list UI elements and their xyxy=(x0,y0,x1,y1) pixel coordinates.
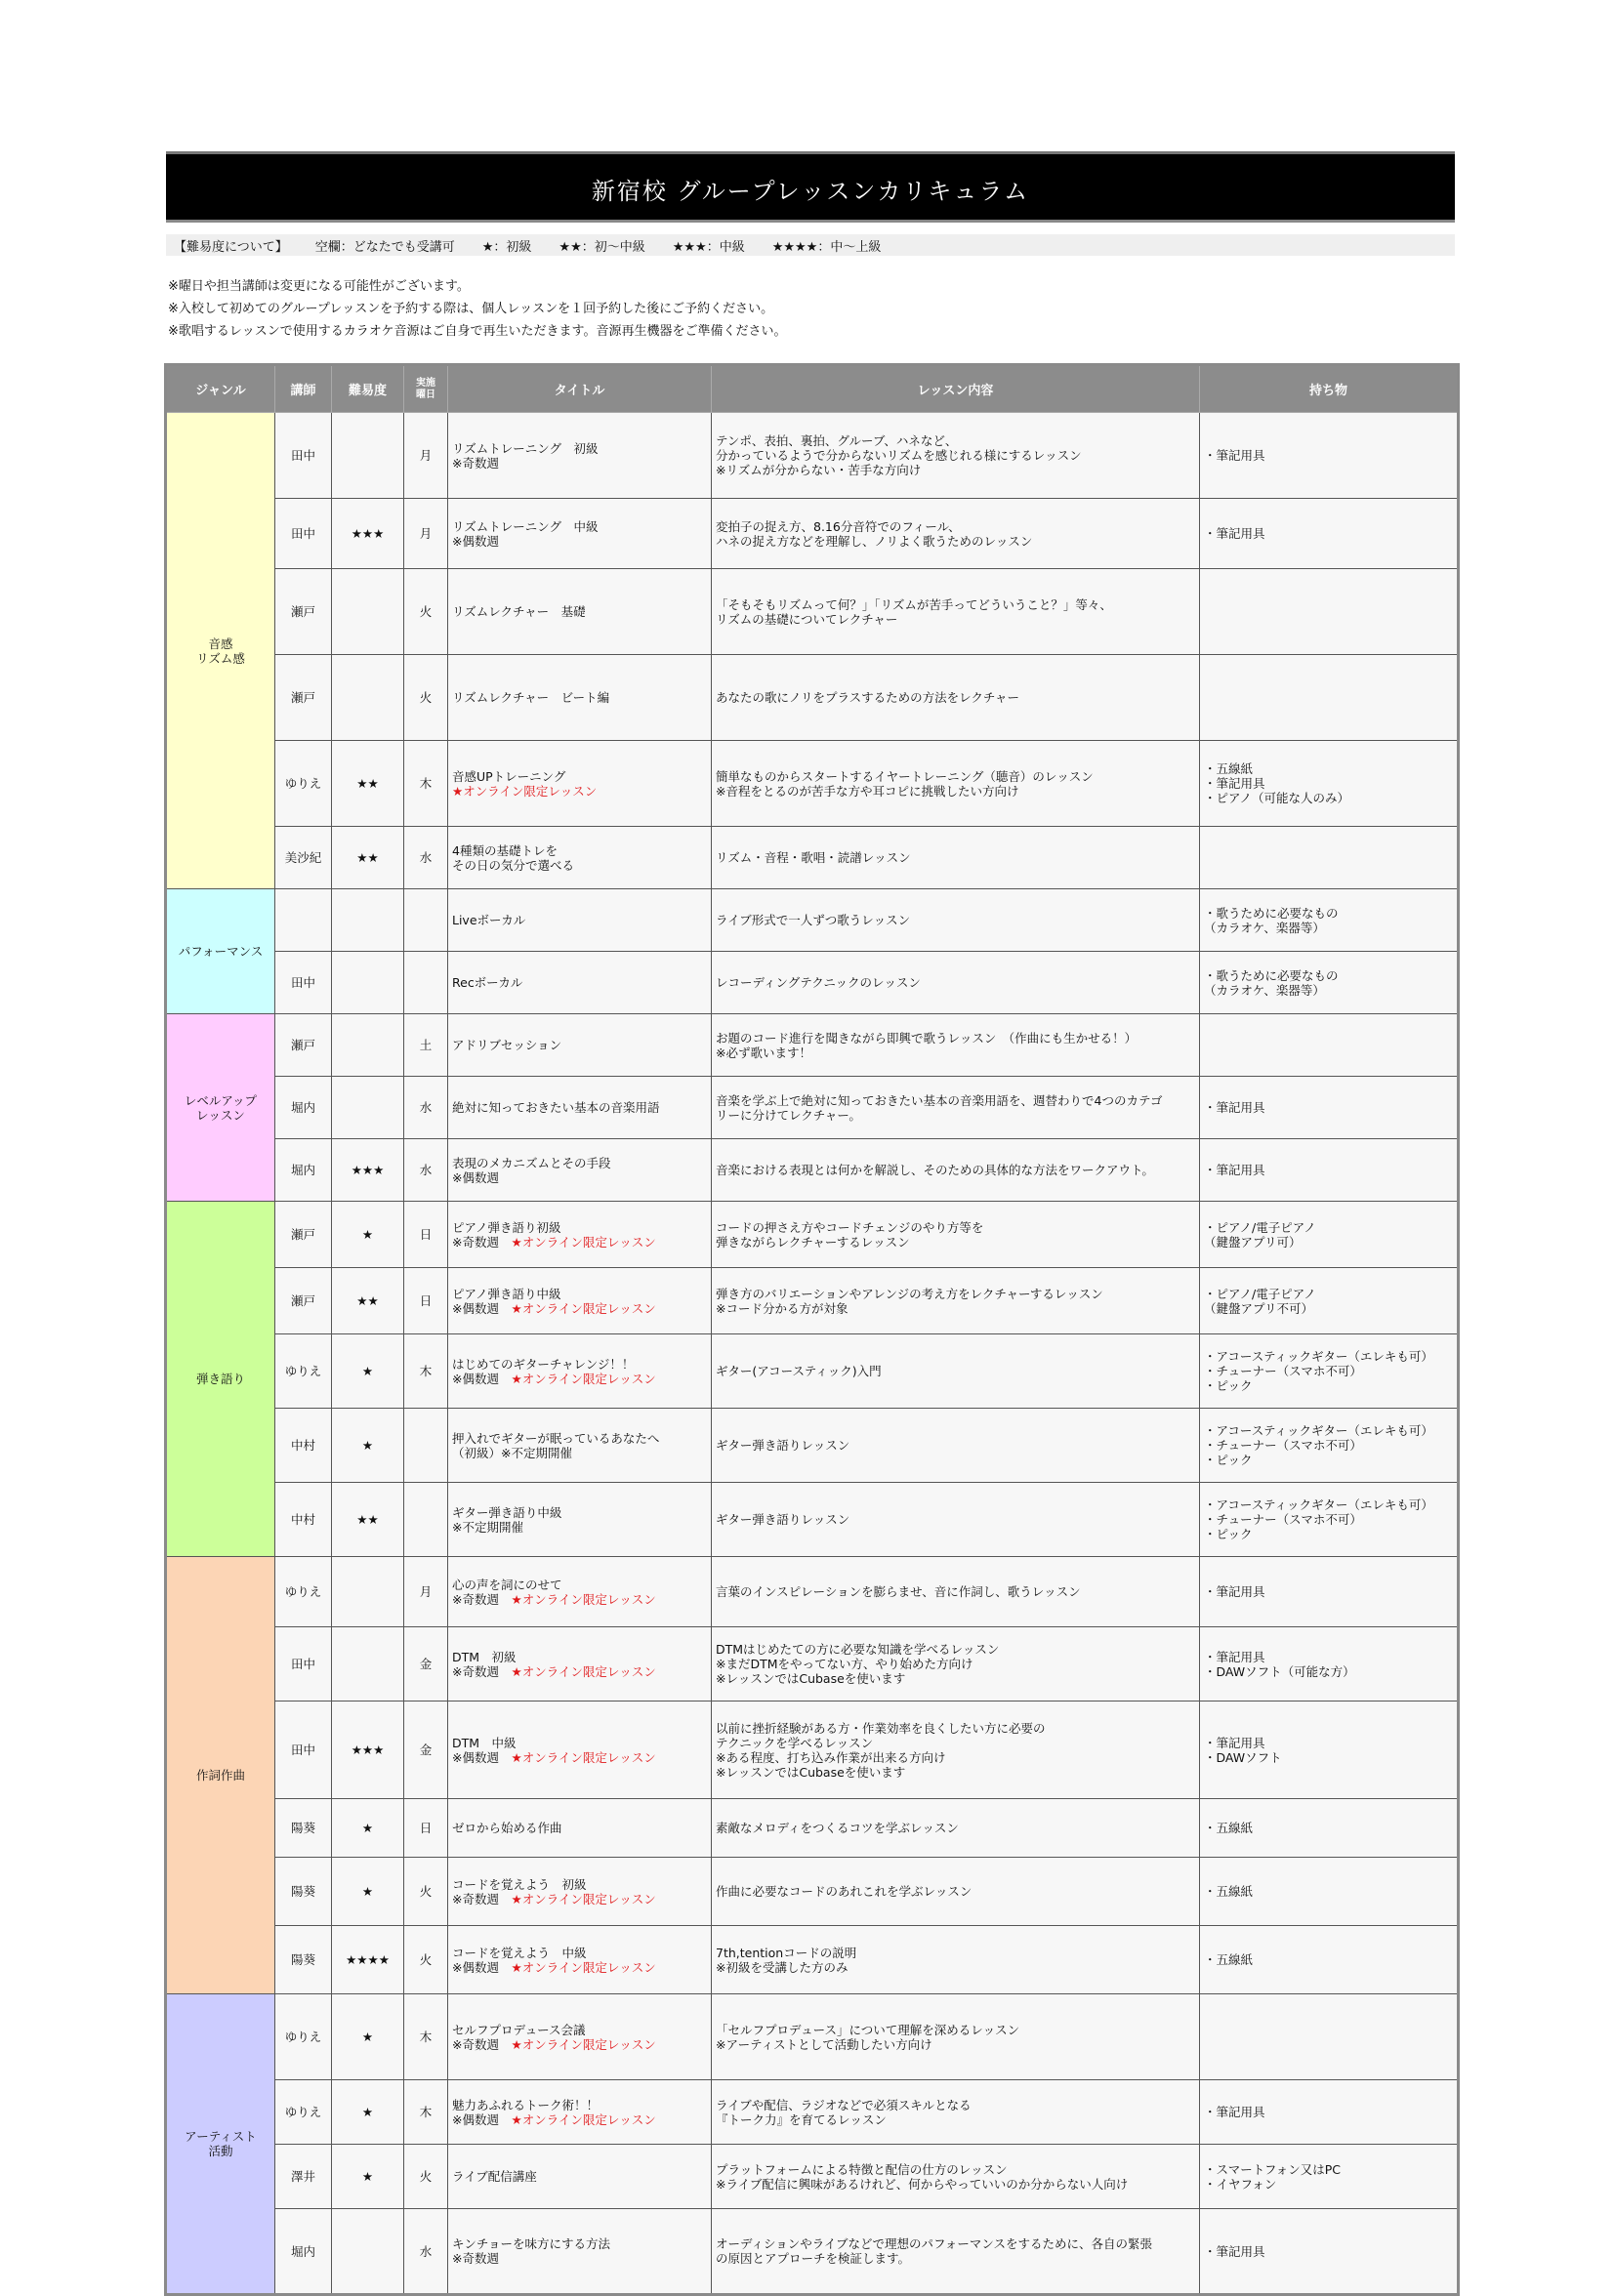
online-only-label: ★オンライン限定レッスン xyxy=(511,2036,656,2052)
title-text: ※奇数週 xyxy=(452,2036,512,2052)
title-text: ライブ配信講座 xyxy=(452,2169,537,2184)
title-text: ※奇数週 xyxy=(452,2251,499,2266)
day-cell: 月 xyxy=(404,499,448,569)
title-cell xyxy=(448,569,712,655)
title-text: コードを覚えよう 初級 xyxy=(452,1876,587,1892)
title-cell xyxy=(448,1334,712,1409)
difficulty-cell: ★★ xyxy=(332,741,404,827)
title-cell xyxy=(448,1994,712,2080)
day-cell: 木 xyxy=(404,741,448,827)
title-cell xyxy=(448,1077,712,1139)
content-cell: 素敵なメロディをつくるコツを学ぶレッスン xyxy=(712,1799,1200,1858)
day-cell: 木 xyxy=(404,1994,448,2080)
teacher-cell: 瀬戸 xyxy=(275,1268,332,1334)
content-cell: 作曲に必要なコードのあれこれを学ぶレッスン xyxy=(712,1858,1200,1926)
content-cell: 以前に挫折経験がある方・作業効率を良くしたい方に必要の テクニックを学べるレッスン ※ある程度、打ち込み作業が出来る方向け ※レッスンではCubaseを使います xyxy=(712,1702,1200,1799)
note-item: ※曜日や担当講師は変更になる可能性がございます。 xyxy=(168,279,470,294)
items-cell xyxy=(1200,1014,1459,1077)
teacher-cell: 田中 xyxy=(275,499,332,569)
difficulty-cell xyxy=(332,1557,404,1627)
table-body xyxy=(166,413,1459,2295)
difficulty-cell: ★ xyxy=(332,2145,404,2209)
title-text: ※偶数週 xyxy=(452,1749,512,1765)
title-text: その日の気分で選べる xyxy=(452,857,575,873)
title-text: ※偶数週 xyxy=(452,1169,499,1185)
table-row xyxy=(166,889,1459,952)
title-cell xyxy=(448,741,712,827)
teacher-cell: 陽葵 xyxy=(275,1858,332,1926)
day-cell: 月 xyxy=(404,413,448,499)
teacher-cell: 田中 xyxy=(275,1627,332,1702)
teacher-cell: 澤井 xyxy=(275,2145,332,2209)
header-content: レッスン内容 xyxy=(712,365,1200,413)
teacher-cell: 瀬戸 xyxy=(275,1014,332,1077)
table-row xyxy=(166,2080,1459,2145)
title-cell xyxy=(448,2080,712,2145)
items-cell: ・ピアノ/電子ピアノ （鍵盤アプリ可） xyxy=(1200,1202,1459,1268)
difficulty-cell: ★ xyxy=(332,1409,404,1483)
notes xyxy=(168,275,786,343)
day-cell: 火 xyxy=(404,1858,448,1926)
difficulty-legend xyxy=(166,234,1455,256)
title-text: ギター弾き語り中級 xyxy=(452,1504,562,1520)
title-text: ゼロから始める作曲 xyxy=(452,1821,562,1835)
teacher-cell: 陽葵 xyxy=(275,1926,332,1994)
title-text: ※偶数週 xyxy=(452,2112,512,2127)
header-difficulty: 難易度 xyxy=(332,365,404,413)
genre-cell: アーティスト 活動 xyxy=(166,1994,275,2295)
table-header-row xyxy=(166,365,1459,413)
day-cell: 火 xyxy=(404,569,448,655)
online-only-label: ★オンライン限定レッスン xyxy=(511,1591,656,1607)
content-cell: ギター(アコースティック)入門 xyxy=(712,1334,1200,1409)
content-cell: プラットフォームによる特徴と配信の仕方のレッスン ※ライブ配信に興味があるけれど、何からやっていいのか分からない人向け xyxy=(712,2145,1200,2209)
title-text: ピアノ弾き語り中級 xyxy=(452,1286,561,1301)
title-text: 絶対に知っておきたい基本の音楽用語 xyxy=(452,1100,660,1115)
online-only-label: ★オンライン限定レッスン xyxy=(511,2112,656,2127)
title-text: ※奇数週 xyxy=(452,1891,512,1906)
title-text: リズムレクチャー 基礎 xyxy=(452,604,586,619)
table-row xyxy=(166,1483,1459,1557)
content-cell: ライブや配信、ラジオなどで必須スキルとなる 『トーク力』を育てるレッスン xyxy=(712,2080,1200,2145)
title-text: アドリブセッション xyxy=(452,1038,562,1052)
day-cell: 日 xyxy=(404,1799,448,1858)
content-cell: DTMはじめたての方に必要な知識を学べるレッスン ※まだDTMをやってない方、やり始めた方向け ※レッスンではCubaseを使います xyxy=(712,1627,1200,1702)
teacher-cell: ゆりえ xyxy=(275,1994,332,2080)
table-row xyxy=(166,1077,1459,1139)
table-row xyxy=(166,1268,1459,1334)
teacher-cell: 堀内 xyxy=(275,1139,332,1202)
teacher-cell: 田中 xyxy=(275,413,332,499)
difficulty-cell: ★★★ xyxy=(332,499,404,569)
title-cell xyxy=(448,1483,712,1557)
legend-2star: ★★：初〜中級 xyxy=(559,239,645,255)
difficulty-cell xyxy=(332,1627,404,1702)
title-cell xyxy=(448,1202,712,1268)
items-cell: ・五線紙 xyxy=(1200,1926,1459,1994)
teacher-cell: 中村 xyxy=(275,1409,332,1483)
table-row xyxy=(166,1994,1459,2080)
day-cell: 日 xyxy=(404,1202,448,1268)
content-cell: 変拍子の捉え方、8.16分音符でのフィール、 ハネの捉え方などを理解し、ノリよく歌うためのレッスン xyxy=(712,499,1200,569)
items-cell: ・アコースティックギター（エレキも可） ・チューナー（スマホ不可） ・ピック xyxy=(1200,1483,1459,1557)
content-cell: オーディションやライブなどで理想のパフォーマンスをするために、各自の緊張 の原因とアプローチを検証します。 xyxy=(712,2209,1200,2295)
content-cell: 7th,tentionコードの説明 ※初級を受講した方のみ xyxy=(712,1926,1200,1994)
day-cell: 金 xyxy=(404,1627,448,1702)
teacher-cell: 美沙紀 xyxy=(275,827,332,889)
title-text: ピアノ弾き語り初級 xyxy=(452,1219,561,1235)
title-text: コードを覚えよう 中級 xyxy=(452,1945,587,1960)
table-row xyxy=(166,1926,1459,1994)
title-text: 音感UPトレーニング xyxy=(452,768,566,784)
items-cell: ・スマートフォン又はPC ・イヤフォン xyxy=(1200,2145,1459,2209)
genre-cell: 弾き語り xyxy=(166,1202,275,1557)
difficulty-cell: ★★ xyxy=(332,827,404,889)
difficulty-cell: ★★★★ xyxy=(332,1926,404,1994)
note-item: ※歌唱するレッスンで使用するカラオケ音源はご自身で再生いただきます。音源再生機器をご準備ください。 xyxy=(168,324,787,339)
online-only-label: ★オンライン限定レッスン xyxy=(511,1749,656,1765)
items-cell: ・歌うために必要なもの （カラオケ、楽器等） xyxy=(1200,952,1459,1014)
legend-3star: ★★★：中級 xyxy=(672,239,745,255)
table-row xyxy=(166,1858,1459,1926)
title-cell xyxy=(448,1014,712,1077)
table-row xyxy=(166,741,1459,827)
genre-cell: 作詞作曲 xyxy=(166,1557,275,1994)
day-cell xyxy=(404,1409,448,1483)
difficulty-cell xyxy=(332,889,404,952)
teacher-cell: 堀内 xyxy=(275,2209,332,2295)
table-row xyxy=(166,1557,1459,1627)
items-cell: ・アコースティックギター（エレキも可） ・チューナー（スマホ不可） ・ピック xyxy=(1200,1334,1459,1409)
table-row xyxy=(166,1334,1459,1409)
title-cell xyxy=(448,1627,712,1702)
title-text: セルフプロデュース会議 xyxy=(452,2022,586,2037)
online-only-label: ★オンライン限定レッスン xyxy=(511,1371,656,1386)
content-cell: あなたの歌にノリをプラスするための方法をレクチャー xyxy=(712,655,1200,741)
title-cell xyxy=(448,1926,712,1994)
items-cell: ・アコースティックギター（エレキも可） ・チューナー（スマホ不可） ・ピック xyxy=(1200,1409,1459,1483)
content-cell: 簡単なものからスタートするイヤートレーニング（聴音）のレッスン ※音程をとるのが苦手な方や耳コピに挑戦したい方向け xyxy=(712,741,1200,827)
legend-1star: ★：初級 xyxy=(481,239,532,255)
content-cell: 弾き方のバリエーションやアレンジの考え方をレクチャーするレッスン ※コード分かる方が対象 xyxy=(712,1268,1200,1334)
content-cell: お題のコード進行を聞きながら即興で歌うレッスン （作曲にも生かせる！） ※必ず歌います！ xyxy=(712,1014,1200,1077)
content-cell: コードの押さえ方やコードチェンジのやり方等を 弾きながらレクチャーするレッスン xyxy=(712,1202,1200,1268)
day-cell: 火 xyxy=(404,2145,448,2209)
title-text: ※奇数週 xyxy=(452,1591,512,1607)
legend-none: 空欄：どなたでも受講可 xyxy=(314,239,455,255)
online-only-label: ★オンライン限定レッスン xyxy=(452,783,598,799)
teacher-cell: 瀬戸 xyxy=(275,1202,332,1268)
day-cell: 木 xyxy=(404,1334,448,1409)
difficulty-cell xyxy=(332,413,404,499)
day-cell xyxy=(404,952,448,1014)
items-cell: ・五線紙 xyxy=(1200,1858,1459,1926)
day-cell: 日 xyxy=(404,1268,448,1334)
difficulty-cell: ★★ xyxy=(332,1483,404,1557)
title-text: （初級）※不定期開催 xyxy=(452,1445,572,1460)
items-cell: ・筆記用具 xyxy=(1200,2209,1459,2295)
header-title: タイトル xyxy=(448,365,712,413)
day-cell: 金 xyxy=(404,1702,448,1799)
table-row xyxy=(166,499,1459,569)
items-cell: ・ピアノ/電子ピアノ （鍵盤アプリ不可） xyxy=(1200,1268,1459,1334)
items-cell xyxy=(1200,1994,1459,2080)
items-cell: ・筆記用具 xyxy=(1200,499,1459,569)
items-cell: ・筆記用具 xyxy=(1200,1139,1459,1202)
header-items: 持ち物 xyxy=(1200,365,1459,413)
title-text: リズムトレーニング 初級 xyxy=(452,440,599,456)
online-only-label: ★オンライン限定レッスン xyxy=(511,1663,656,1679)
teacher-cell: ゆりえ xyxy=(275,741,332,827)
teacher-cell xyxy=(275,889,332,952)
difficulty-cell xyxy=(332,952,404,1014)
day-cell: 水 xyxy=(404,1077,448,1139)
title-text: DTM 中級 xyxy=(452,1735,517,1750)
items-cell: ・筆記用具 xyxy=(1200,413,1459,499)
title-cell xyxy=(448,2209,712,2295)
content-cell: テンポ、表拍、裏拍、グルーブ、ハネなど、 分かっているようで分からないリズムを感じれる様にするレッスン ※リズムが分からない・苦手な方向け xyxy=(712,413,1200,499)
title-text: ※奇数週 xyxy=(452,1234,512,1250)
difficulty-cell xyxy=(332,1014,404,1077)
items-cell: ・筆記用具 xyxy=(1200,1077,1459,1139)
teacher-cell: ゆりえ xyxy=(275,1334,332,1409)
table-row xyxy=(166,2209,1459,2295)
content-cell: ライブ形式で一人ずつ歌うレッスン xyxy=(712,889,1200,952)
title-cell xyxy=(448,2145,712,2209)
title-text: はじめてのギターチャレンジ！！ xyxy=(452,1356,635,1372)
teacher-cell: 堀内 xyxy=(275,1077,332,1139)
page-title: 新宿校 グループレッスンカリキュラム xyxy=(166,151,1455,223)
title-text: ※偶数週 xyxy=(452,1300,512,1316)
day-cell xyxy=(404,1483,448,1557)
teacher-cell: 陽葵 xyxy=(275,1799,332,1858)
difficulty-cell xyxy=(332,1077,404,1139)
online-only-label: ★オンライン限定レッスン xyxy=(511,1891,656,1906)
title-cell xyxy=(448,413,712,499)
difficulty-cell: ★ xyxy=(332,2080,404,2145)
title-text: 心の声を詞にのせて xyxy=(452,1577,562,1592)
content-cell: 「セルフプロデュース」について理解を深めるレッスン ※アーティストとして活動したい方向け xyxy=(712,1994,1200,2080)
genre-cell: レベルアップ レッスン xyxy=(166,1014,275,1202)
title-cell xyxy=(448,1557,712,1627)
title-text: 4種類の基礎トレを xyxy=(452,842,558,858)
title-text: リズムレクチャー ビート編 xyxy=(452,690,610,705)
curriculum-table xyxy=(164,363,1460,2296)
day-cell: 月 xyxy=(404,1557,448,1627)
teacher-cell: ゆりえ xyxy=(275,2080,332,2145)
day-cell: 水 xyxy=(404,1139,448,1202)
online-only-label: ★オンライン限定レッスン xyxy=(511,1234,656,1250)
content-cell: ギター弾き語りレッスン xyxy=(712,1409,1200,1483)
title-text: 表現のメカニズムとその手段 xyxy=(452,1155,611,1170)
title-cell xyxy=(448,1702,712,1799)
day-cell xyxy=(404,889,448,952)
legend-heading: 【難易度について】 xyxy=(174,239,288,255)
content-cell: レコーディングテクニックのレッスン xyxy=(712,952,1200,1014)
online-only-label: ★オンライン限定レッスン xyxy=(511,1959,656,1975)
title-text: ※不定期開催 xyxy=(452,1519,523,1535)
title-text: ※偶数週 xyxy=(452,533,499,549)
table-row xyxy=(166,569,1459,655)
difficulty-cell: ★ xyxy=(332,1334,404,1409)
day-cell: 火 xyxy=(404,1926,448,1994)
table-row xyxy=(166,827,1459,889)
title-cell xyxy=(448,952,712,1014)
difficulty-cell: ★★ xyxy=(332,1268,404,1334)
title-cell xyxy=(448,655,712,741)
title-cell xyxy=(448,1409,712,1483)
table-row xyxy=(166,1139,1459,1202)
difficulty-cell xyxy=(332,655,404,741)
items-cell: ・五線紙 xyxy=(1200,1799,1459,1858)
teacher-cell: 中村 xyxy=(275,1483,332,1557)
teacher-cell: 瀬戸 xyxy=(275,569,332,655)
teacher-cell: 瀬戸 xyxy=(275,655,332,741)
content-cell: 「そもそもリズムって何？」「リズムが苦手ってどういうこと？」等々、 リズムの基礎についてレクチャー xyxy=(712,569,1200,655)
title-text: ※偶数週 xyxy=(452,1371,512,1386)
title-cell xyxy=(448,499,712,569)
title-text: ※偶数週 xyxy=(452,1959,512,1975)
content-cell: 音楽における表現とは何かを解説し、そのための具体的な方法をワークアウト。 xyxy=(712,1139,1200,1202)
items-cell xyxy=(1200,655,1459,741)
day-cell: 土 xyxy=(404,1014,448,1077)
day-cell: 水 xyxy=(404,2209,448,2295)
title-cell xyxy=(448,1268,712,1334)
items-cell xyxy=(1200,569,1459,655)
title-text: リズムトレーニング 中級 xyxy=(452,518,599,534)
table-row xyxy=(166,952,1459,1014)
title-cell xyxy=(448,1139,712,1202)
title-text: ※奇数週 xyxy=(452,455,499,471)
title-cell xyxy=(448,889,712,952)
title-cell xyxy=(448,827,712,889)
table-row xyxy=(166,1799,1459,1858)
header-teacher: 講師 xyxy=(275,365,332,413)
teacher-cell: 田中 xyxy=(275,1702,332,1799)
items-cell: ・筆記用具 xyxy=(1200,1557,1459,1627)
title-text: Liveボーカル xyxy=(452,913,526,927)
difficulty-cell: ★★★ xyxy=(332,1702,404,1799)
table-row xyxy=(166,1202,1459,1268)
content-cell: ギター弾き語りレッスン xyxy=(712,1483,1200,1557)
title-text: Recボーカル xyxy=(452,975,523,990)
legend-4star: ★★★★：中〜上級 xyxy=(771,239,882,255)
difficulty-cell xyxy=(332,569,404,655)
table-row xyxy=(166,655,1459,741)
difficulty-cell: ★ xyxy=(332,1202,404,1268)
genre-cell: パフォーマンス xyxy=(166,889,275,1014)
title-text: キンチョーを味方にする方法 xyxy=(452,2236,611,2251)
content-cell: 音楽を学ぶ上で絶対に知っておきたい基本の音楽用語を、週替わりで4つのカテゴ リーに分けてレクチャー。 xyxy=(712,1077,1200,1139)
title-text: 押入れでギターが眠っているあなたへ xyxy=(452,1430,660,1446)
content-cell: 言葉のインスピレーションを膨らませ、音に作詞し、歌うレッスン xyxy=(712,1557,1200,1627)
header-genre: ジャンル xyxy=(166,365,275,413)
note-item: ※入校して初めてのグループレッスンを予約する際は、個人レッスンを１回予約した後にご予約ください。 xyxy=(168,302,774,316)
table-row xyxy=(166,2145,1459,2209)
difficulty-cell: ★ xyxy=(332,1994,404,2080)
items-cell xyxy=(1200,827,1459,889)
content-cell: リズム・音程・歌唱・読譜レッスン xyxy=(712,827,1200,889)
online-only-label: ★オンライン限定レッスン xyxy=(511,1300,656,1316)
teacher-cell: ゆりえ xyxy=(275,1557,332,1627)
title-text: 魅力あふれるトーク術！！ xyxy=(452,2097,600,2112)
title-cell xyxy=(448,1799,712,1858)
day-cell: 火 xyxy=(404,655,448,741)
difficulty-cell: ★ xyxy=(332,1858,404,1926)
table-row xyxy=(166,1702,1459,1799)
title-text: ※奇数週 xyxy=(452,1663,512,1679)
day-cell: 木 xyxy=(404,2080,448,2145)
table-row xyxy=(166,1409,1459,1483)
table-row xyxy=(166,413,1459,499)
table-row xyxy=(166,1014,1459,1077)
difficulty-cell xyxy=(332,2209,404,2295)
difficulty-cell: ★ xyxy=(332,1799,404,1858)
table-row xyxy=(166,1627,1459,1702)
day-cell: 水 xyxy=(404,827,448,889)
items-cell: ・筆記用具 ・DAWソフト（可能な方） xyxy=(1200,1627,1459,1702)
teacher-cell: 田中 xyxy=(275,952,332,1014)
title-text: DTM 初級 xyxy=(452,1649,517,1664)
items-cell: ・五線紙 ・筆記用具 ・ピアノ（可能な人のみ） xyxy=(1200,741,1459,827)
items-cell: ・筆記用具 ・DAWソフト xyxy=(1200,1702,1459,1799)
items-cell: ・歌うために必要なもの （カラオケ、楽器等） xyxy=(1200,889,1459,952)
genre-cell: 音感 リズム感 xyxy=(166,413,275,889)
title-cell xyxy=(448,1858,712,1926)
header-day: 実施 曜日 xyxy=(404,365,448,413)
items-cell: ・筆記用具 xyxy=(1200,2080,1459,2145)
difficulty-cell: ★★★ xyxy=(332,1139,404,1202)
